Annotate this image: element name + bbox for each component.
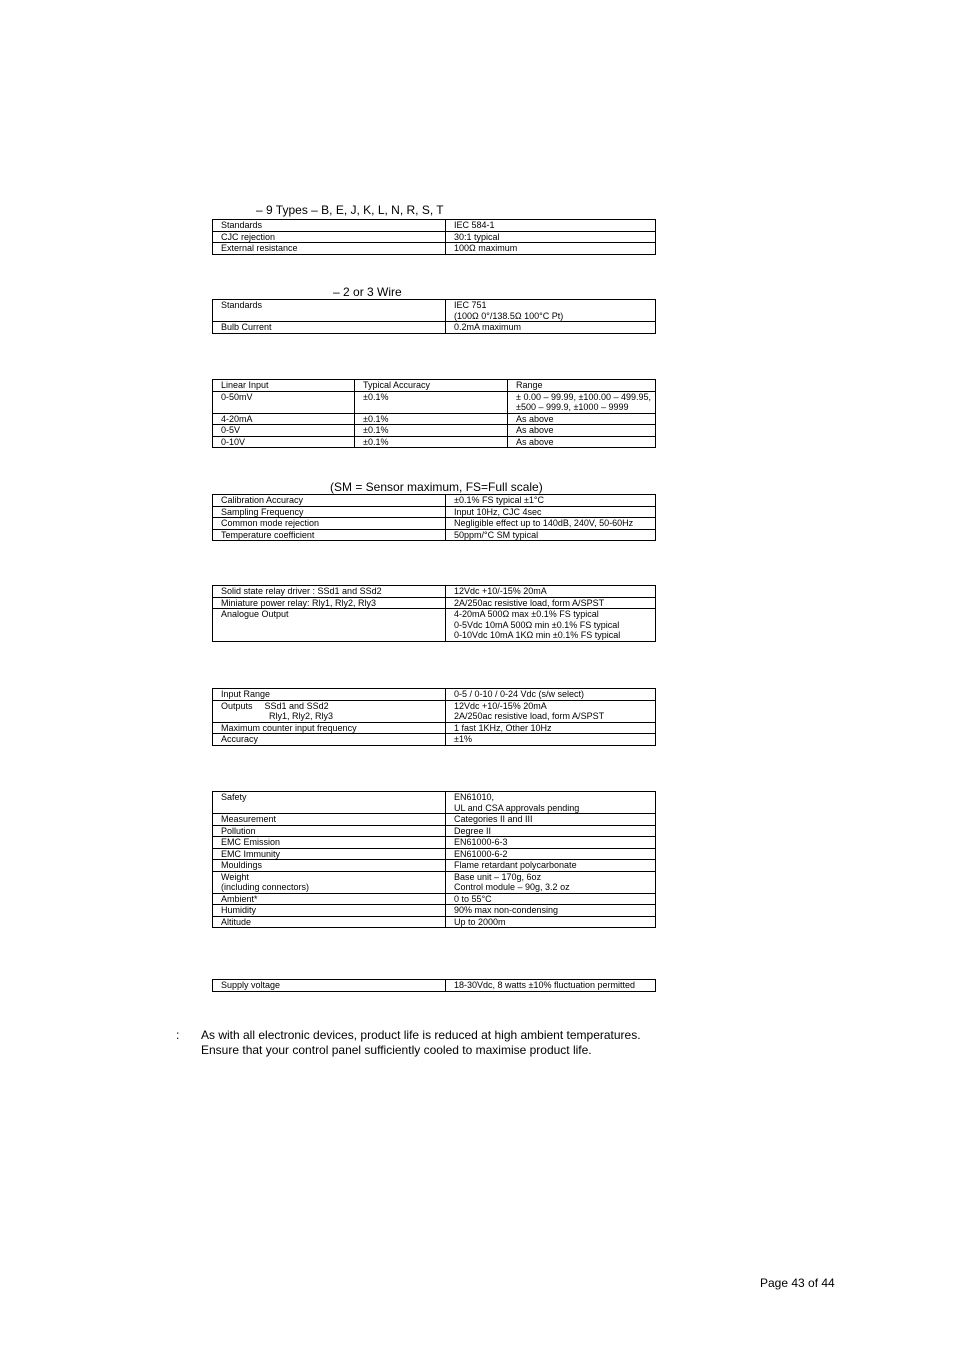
table-row bbox=[213, 586, 656, 598]
table-row bbox=[213, 436, 656, 448]
spec-value bbox=[446, 609, 656, 642]
spec-label: Humidity bbox=[213, 905, 446, 917]
spec-label: Temperature coefficient bbox=[213, 529, 446, 541]
spec-value-line: 12Vdc +10/-15% 20mA bbox=[454, 700, 547, 711]
spec-label: External resistance bbox=[213, 243, 446, 255]
spec-value: Up to 2000m bbox=[446, 916, 656, 928]
table-row bbox=[213, 848, 656, 860]
spec-value bbox=[446, 792, 656, 814]
spec-label: Analogue Output bbox=[213, 609, 446, 642]
table-row bbox=[213, 700, 656, 722]
table-row bbox=[213, 231, 656, 243]
spec-value: 1 fast 1KHz, Other 10Hz bbox=[446, 722, 656, 734]
spec-label: Altitude bbox=[213, 916, 446, 928]
io-table bbox=[212, 688, 656, 746]
table-row bbox=[213, 825, 656, 837]
spec-value: ±0.1% bbox=[355, 413, 508, 425]
spec-value: ±1% bbox=[446, 734, 656, 746]
spec-label: 0-10V bbox=[213, 436, 355, 448]
spec-value: Flame retardant polycarbonate bbox=[446, 860, 656, 872]
spec-value: Input 10Hz, CJC 4sec bbox=[446, 506, 656, 518]
spec-value-line: UL and CSA approvals pending bbox=[454, 802, 580, 813]
page-number: Page 43 of 44 bbox=[760, 1276, 835, 1290]
spec-label-line: (including connectors) bbox=[221, 882, 310, 892]
spec-value: As above bbox=[508, 425, 656, 437]
spec-label: 0-5V bbox=[213, 425, 355, 437]
note-colon: : bbox=[176, 1028, 180, 1042]
spec-label: Common mode rejection bbox=[213, 518, 446, 530]
spec-label: Standards bbox=[213, 220, 446, 232]
spec-value-line: 2A/250ac resistive load, form A/SPST bbox=[454, 711, 605, 721]
spec-value: ±0.1% bbox=[355, 436, 508, 448]
table-header-row bbox=[213, 380, 656, 392]
accuracy-table bbox=[212, 494, 656, 541]
spec-value: 30:1 typical bbox=[446, 231, 656, 243]
table-row bbox=[213, 518, 656, 530]
thermocouple-table bbox=[212, 219, 656, 255]
spec-label: Input Range bbox=[213, 689, 446, 701]
spec-label: Bulb Current bbox=[213, 322, 446, 334]
spec-label-line: Weight bbox=[221, 871, 249, 882]
spec-label: Standards bbox=[213, 300, 446, 322]
spec-value: 18-30Vdc, 8 watts ±10% fluctuation permitted bbox=[446, 980, 656, 992]
table-row bbox=[213, 871, 656, 893]
table-row bbox=[213, 893, 656, 905]
spec-label: Supply voltage bbox=[213, 980, 446, 992]
spec-value: IEC 584-1 bbox=[446, 220, 656, 232]
outputs-table bbox=[212, 585, 656, 642]
outputs-sub-label: SSd1 and SSd2 bbox=[264, 700, 329, 711]
table-row bbox=[213, 689, 656, 701]
spec-label: Accuracy bbox=[213, 734, 446, 746]
table-row bbox=[213, 860, 656, 872]
spec-value: EN61000-6-3 bbox=[446, 837, 656, 849]
table-row bbox=[213, 609, 656, 642]
spec-value-line: Control module – 90g, 3.2 oz bbox=[454, 882, 570, 892]
spec-value: Negligible effect up to 140dB, 240V, 50-60Hz bbox=[446, 518, 656, 530]
spec-value bbox=[446, 871, 656, 893]
table-row bbox=[213, 597, 656, 609]
spec-value-line: ±500 – 999.9, ±1000 – 9999 bbox=[516, 402, 629, 412]
table-row bbox=[213, 413, 656, 425]
spec-label: Solid state relay driver : SSd1 and SSd2 bbox=[213, 586, 446, 598]
environment-table bbox=[212, 791, 656, 928]
table-row bbox=[213, 980, 656, 992]
outputs-label: Outputs bbox=[221, 700, 253, 711]
linear-input-table bbox=[212, 379, 656, 448]
spec-label: Measurement bbox=[213, 814, 446, 826]
column-header: Range bbox=[508, 380, 656, 392]
spec-value: Categories II and III bbox=[446, 814, 656, 826]
spec-label-line: Safety bbox=[221, 792, 247, 802]
spec-label bbox=[213, 700, 446, 722]
spec-value-line: 0-10Vdc 10mA 1KΩ min ±0.1% FS typical bbox=[454, 630, 621, 640]
spec-label: Sampling Frequency bbox=[213, 506, 446, 518]
table-row bbox=[213, 495, 656, 507]
spec-value: 100Ω maximum bbox=[446, 243, 656, 255]
power-table bbox=[212, 979, 656, 992]
spec-label bbox=[213, 871, 446, 893]
spec-value: 2A/250ac resistive load, form A/SPST bbox=[446, 597, 656, 609]
spec-value: ±0.1% bbox=[355, 425, 508, 437]
note-line: Ensure that your control panel sufficiently cooled to maximise product life. bbox=[201, 1043, 592, 1057]
spec-label bbox=[213, 792, 446, 814]
table-row bbox=[213, 425, 656, 437]
table-row bbox=[213, 322, 656, 334]
column-header: Linear Input bbox=[213, 380, 355, 392]
rtd-table bbox=[212, 299, 656, 334]
spec-label: CJC rejection bbox=[213, 231, 446, 243]
spec-value-line: 4-20mA 500Ω max ±0.1% FS typical bbox=[454, 609, 599, 619]
spec-value: 0.2mA maximum bbox=[446, 322, 656, 334]
spec-value: As above bbox=[508, 413, 656, 425]
spec-value-line: 0-5Vdc 10mA 500Ω min ±0.1% FS typical bbox=[454, 619, 620, 630]
table-row bbox=[213, 220, 656, 232]
spec-value: As above bbox=[508, 436, 656, 448]
spec-value-line: ± 0.00 – 99.99, ±100.00 – 499.95, bbox=[516, 391, 651, 402]
table-row bbox=[213, 792, 656, 814]
accuracy-heading: (SM = Sensor maximum, FS=Full scale) bbox=[330, 480, 543, 494]
table-row bbox=[213, 506, 656, 518]
table-row bbox=[213, 722, 656, 734]
spec-value: 90% max non-condensing bbox=[446, 905, 656, 917]
table-row bbox=[213, 391, 656, 413]
spec-value-line: EN61010, bbox=[454, 792, 495, 802]
spec-value bbox=[508, 391, 656, 413]
thermocouple-heading: – 9 Types – B, E, J, K, L, N, R, S, T bbox=[256, 203, 444, 217]
spec-value-line: (100Ω 0°/138.5Ω 100°C Pt) bbox=[454, 310, 564, 321]
spec-label: EMC Immunity bbox=[213, 848, 446, 860]
spec-value: Degree II bbox=[446, 825, 656, 837]
spec-label: 4-20mA bbox=[213, 413, 355, 425]
spec-value: EN61000-6-2 bbox=[446, 848, 656, 860]
rtd-heading: – 2 or 3 Wire bbox=[333, 285, 402, 299]
spec-value: 12Vdc +10/-15% 20mA bbox=[446, 586, 656, 598]
spec-value-line: Base unit – 170g, 6oz bbox=[454, 871, 542, 882]
column-header: Typical Accuracy bbox=[355, 380, 508, 392]
spec-label: Pollution bbox=[213, 825, 446, 837]
ambient-note bbox=[176, 1028, 641, 1058]
note-line: As with all electronic devices, product life is reduced at high ambient temperatures. bbox=[201, 1028, 641, 1042]
spec-value: 50ppm/°C SM typical bbox=[446, 529, 656, 541]
spec-label: Calibration Accuracy bbox=[213, 495, 446, 507]
spec-value bbox=[446, 700, 656, 722]
table-row bbox=[213, 814, 656, 826]
table-row bbox=[213, 243, 656, 255]
spec-label: Maximum counter input frequency bbox=[213, 722, 446, 734]
spec-label: EMC Emission bbox=[213, 837, 446, 849]
spec-label: 0-50mV bbox=[213, 391, 355, 413]
table-row bbox=[213, 529, 656, 541]
spec-value-line: IEC 751 bbox=[454, 300, 487, 310]
table-row bbox=[213, 916, 656, 928]
table-row bbox=[213, 837, 656, 849]
table-row bbox=[213, 905, 656, 917]
spec-value: 0-5 / 0-10 / 0-24 Vdc (s/w select) bbox=[446, 689, 656, 701]
table-row bbox=[213, 300, 656, 322]
spec-value: 0 to 55°C bbox=[446, 893, 656, 905]
spec-value bbox=[446, 300, 656, 322]
spec-label: Miniature power relay: Rly1, Rly2, Rly3 bbox=[213, 597, 446, 609]
spec-value: ±0.1% bbox=[355, 391, 508, 413]
spec-value: ±0.1% FS typical ±1°C bbox=[446, 495, 656, 507]
table-row bbox=[213, 734, 656, 746]
spec-label: Ambient* bbox=[213, 893, 446, 905]
outputs-sub-label: Rly1, Rly2, Rly3 bbox=[269, 711, 334, 721]
spec-label: Mouldings bbox=[213, 860, 446, 872]
